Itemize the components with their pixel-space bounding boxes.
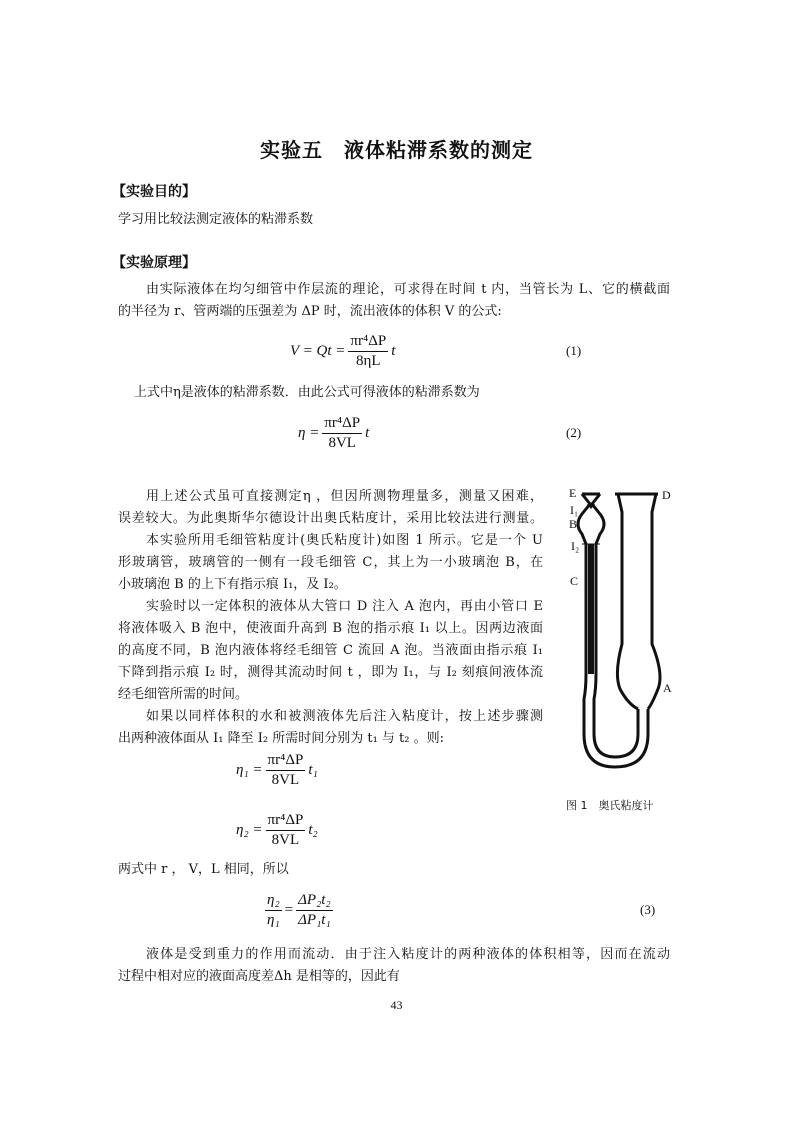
eq-denominator: 8ηL xyxy=(356,353,381,369)
paragraph-line: 小玻璃泡 B 的上下有指示痕 I₁，及 I₂。 xyxy=(118,577,347,592)
page-number: 43 xyxy=(390,998,403,1012)
equation-eta2 xyxy=(236,812,318,849)
label-i2: I₂ xyxy=(571,539,580,553)
paragraph-line: 如果以同样体积的水和被测液体先后注入粘度计，按上述步骤测 xyxy=(146,709,543,724)
eq-lhs: η₂ = xyxy=(236,822,263,838)
paragraph-line: 出两种液体面从 I₁ 降至 I₂ 所需时间分别为 t₁ 与 t₂ 。则: xyxy=(118,731,445,746)
eq-numerator: η₂ xyxy=(265,892,282,911)
label-i1: I₁ xyxy=(570,503,579,517)
eq-tail: t xyxy=(391,343,396,359)
paragraph-line: 误差较大。为此奥斯华尔德设计出奥氏粘度计，采用比较法进行测量。 xyxy=(118,511,543,526)
equation-3: $\frac{\text{η₂}}{\text{η₁}}$ = $\frac{\text{ΔP₂t₂}}{\text{ΔP₁t₁}}$ xyxy=(267,892,331,928)
eq-denominator: η₁ xyxy=(267,912,280,928)
paragraph-line: 用上述公式虽可直接测定η ，但因所测物理量多，测量又困难， xyxy=(146,489,543,504)
paragraph-line: 上式中η是液体的粘滞系数．由此公式可得液体的粘滞系数为 xyxy=(134,385,480,400)
eq-tail: t xyxy=(365,425,370,441)
section-heading-purpose: 【实验目的】 xyxy=(112,184,196,200)
paragraph-line: 的高度不同，B 泡内液体将经毛细管 C 流回 A 泡。当液面由指示痕 I₁ xyxy=(118,643,543,658)
label-d: D xyxy=(662,488,671,502)
paragraph-line: 由实际液体在均匀细管中作层流的理论，可求得在时间 t 内，当管长为 L、它的横截面 xyxy=(146,282,670,297)
label-c: C xyxy=(570,574,579,588)
equation-number: (3) xyxy=(640,902,656,917)
paragraph-line: 液体是受到重力的作用而流动．由于注入粘度计的两种液体的体积相等，因而在流动 xyxy=(146,947,670,962)
eq-denominator: 8VL xyxy=(271,772,300,788)
equation-1 xyxy=(290,333,395,370)
eq-numerator: πr⁴ΔP xyxy=(266,752,306,771)
eq-lhs: η = xyxy=(298,425,320,441)
eq-lhs: η₁ = xyxy=(236,762,263,778)
equation-2 xyxy=(298,415,369,452)
eq-numerator: πr⁴ΔP xyxy=(266,812,306,831)
purpose-text: 学习用比较法测定液体的粘滞系数 xyxy=(118,212,314,227)
paragraph-line: 形玻璃管，玻璃管的一侧有一段毛细管 C，其上为一小玻璃泡 B，在 xyxy=(118,555,543,570)
eq-lhs: V = Qt = xyxy=(290,343,346,359)
capillary-c xyxy=(588,544,594,674)
equation-number: (1) xyxy=(566,343,582,358)
eq-numerator: ΔP₂t₂ xyxy=(296,892,333,911)
paragraph-line: 本实验所用毛细管粘度计(奥氏粘度计)如图 1 所示。它是一个 U xyxy=(146,533,543,548)
paragraph-line: 下降到指示痕 I₂ 时，测得其流动时间 t ，即为 I₁，与 I₂ 刻痕间液体流 xyxy=(118,665,543,680)
eq-denominator: 8VL xyxy=(328,435,356,451)
label-e: E xyxy=(569,486,577,500)
page-title: 实验五 液体粘滞系数的测定 xyxy=(260,138,533,162)
label-a: A xyxy=(663,681,672,695)
eq-numerator: πr⁴ΔP xyxy=(322,415,362,434)
paragraph-line: 经毛细管所需的时间。 xyxy=(118,687,249,702)
section-heading-principle: 【实验原理】 xyxy=(112,255,196,271)
figure-caption: 图 1 奥氏粘度计 xyxy=(566,799,654,812)
label-b: B xyxy=(569,517,578,531)
eq-numerator: πr⁴ΔP xyxy=(348,333,388,352)
equation-eta1 xyxy=(236,752,318,789)
eq-denominator: 8VL xyxy=(271,832,300,848)
paragraph-line: 实验时以一定体积的液体从大管口 D 注入 A 泡内，再由小管口 E xyxy=(146,599,543,614)
paragraph-line: 的半径为 r、管两端的压强差为 ΔP 时，流出液体的体积 V 的公式: xyxy=(118,304,502,319)
viscometer-figure xyxy=(560,484,685,774)
eq-tail: t₂ xyxy=(308,822,318,838)
paragraph-line: 两式中 r ， V，L 相同，所以 xyxy=(118,862,289,877)
equation-number: (2) xyxy=(566,425,582,440)
eq-tail: t₁ xyxy=(308,762,318,778)
paragraph-line: 过程中相对应的液面高度差Δh 是相等的，因此有 xyxy=(118,969,400,984)
paragraph-line: 将液体吸入 B 泡中，使液面升高到 B 泡的指示痕 I₁ 以上。因两边液面 xyxy=(118,621,543,636)
eq-denominator: ΔP₁t₁ xyxy=(298,912,331,928)
